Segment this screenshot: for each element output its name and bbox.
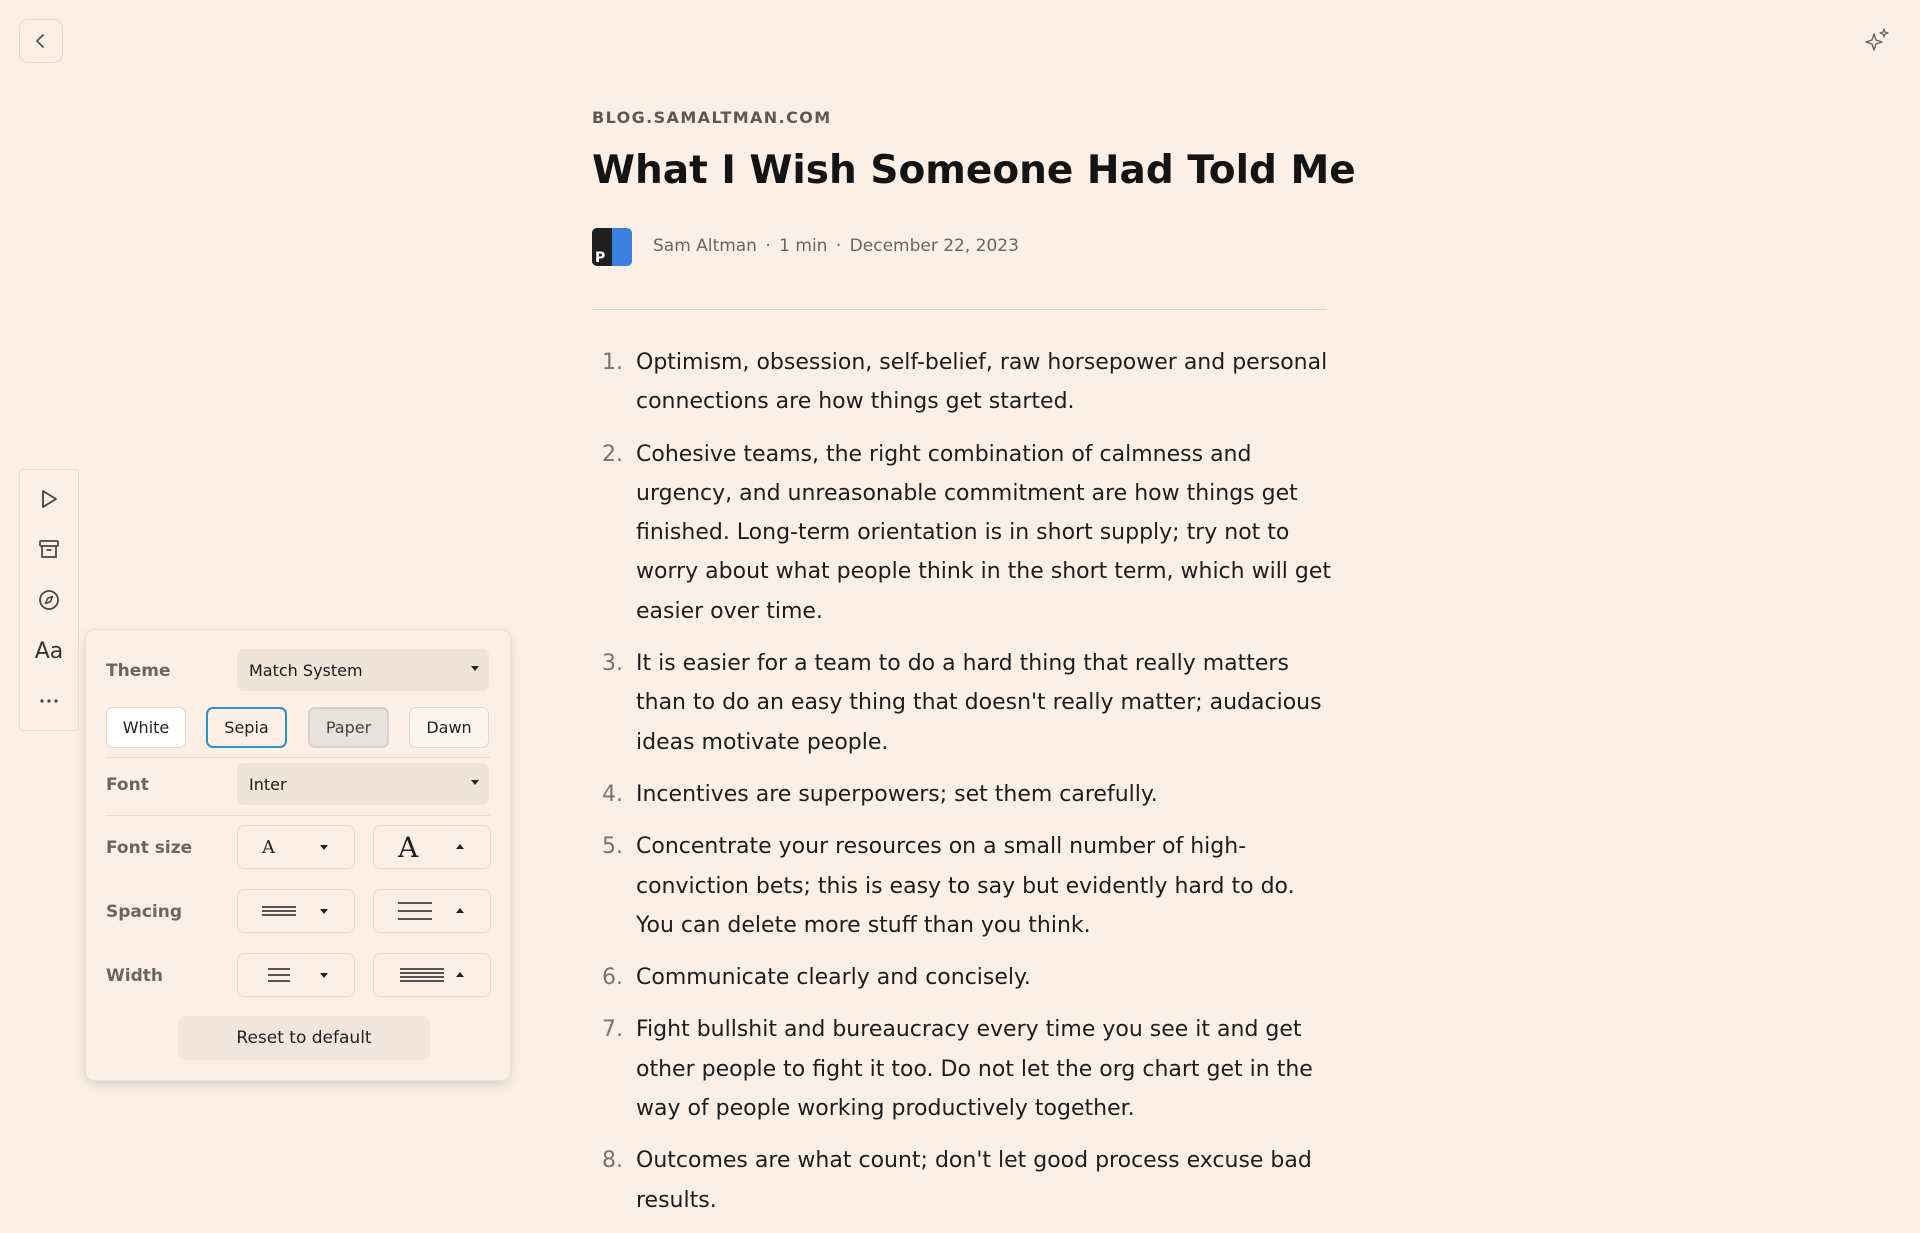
author-avatar: [592, 228, 632, 266]
list-item-text: Cohesive teams, the right combination of calmness and urgency, and unreasonable commitment are how things get finished. Long-term orientation is in short supply; try not to worry about what people think in the short term, which will get easier over time.: [636, 441, 1332, 624]
list-item: [592, 343, 1337, 422]
theme-white-label: White: [122, 718, 170, 737]
theme-paper-label: Paper: [325, 718, 372, 737]
list-number: 4.: [602, 781, 623, 807]
compass-icon: [38, 589, 60, 611]
theme-sepia-button[interactable]: [206, 707, 287, 748]
list-item-text: Outcomes are what count; don't let good process excuse bad results.: [636, 1148, 1312, 1213]
meta-separator: ·: [835, 236, 842, 256]
more-button[interactable]: [34, 686, 64, 716]
chevron-down-icon: [471, 780, 479, 785]
increase-caret-icon: [456, 844, 464, 849]
play-button[interactable]: [34, 484, 64, 514]
list-number: 5.: [602, 834, 623, 860]
read-time: 1 min: [779, 236, 828, 256]
play-icon: [38, 488, 60, 510]
width-label: Width: [106, 966, 163, 986]
list-item-text: Fight bullshit and bureaucracy every time you see it and get other people to fight it too. Do not let the org chart get in the way of people working productively together.: [636, 1017, 1313, 1122]
list-number: 3.: [602, 651, 623, 677]
spacing-decrease-button[interactable]: [237, 889, 355, 933]
article-list: [592, 343, 1337, 1233]
chevron-left-icon: [34, 33, 48, 49]
list-item-text: Optimism, obsession, self-belief, raw horsepower and personal connections are how things get started.: [636, 350, 1328, 415]
font-settings-button[interactable]: [34, 636, 64, 666]
archive-icon: [38, 538, 60, 560]
publisher-logo-icon: [592, 228, 632, 266]
list-item: [592, 435, 1337, 631]
theme-select-value: Match System: [249, 660, 363, 680]
decrease-caret-icon: [320, 973, 328, 978]
list-number: 7.: [602, 1017, 623, 1043]
site-domain[interactable]: BLOG.SAMALTMAN.COM: [592, 108, 832, 127]
list-item: [592, 827, 1337, 945]
chevron-down-icon: [471, 666, 479, 671]
reader-toolbar: [19, 469, 79, 731]
author-name[interactable]: Sam Altman: [653, 236, 757, 256]
spacing-label: Spacing: [106, 902, 183, 922]
article-meta: [653, 236, 1019, 256]
font-size-label: Font size: [106, 838, 193, 858]
increase-caret-icon: [456, 908, 464, 913]
spacing-increase-button[interactable]: [373, 889, 491, 933]
list-item: [592, 958, 1337, 997]
increase-caret-icon: [456, 972, 464, 977]
publish-date: December 22, 2023: [849, 236, 1019, 256]
list-item: [592, 1010, 1337, 1128]
font-settings-icon: Aa: [34, 638, 64, 664]
divider: [106, 757, 490, 758]
theme-select[interactable]: [237, 649, 489, 691]
font-size-increase-button[interactable]: [373, 825, 491, 869]
header-divider: [592, 309, 1327, 310]
narrow-width-icon: [262, 954, 296, 996]
article-title: What I Wish Someone Had Told Me: [592, 148, 1356, 193]
theme-dawn-button[interactable]: [409, 707, 489, 748]
font-label: Font: [106, 775, 149, 795]
sparkle-icon: [1864, 28, 1890, 54]
list-number: 1.: [602, 350, 623, 375]
decrease-caret-icon: [320, 845, 328, 850]
tight-spacing-icon: [262, 890, 296, 932]
theme-dawn-label: Dawn: [426, 718, 472, 737]
font-size-decrease-button[interactable]: [237, 825, 355, 869]
list-item: [592, 775, 1337, 814]
theme-paper-button[interactable]: [308, 707, 389, 748]
large-a-icon: A: [398, 830, 419, 864]
list-number: 6.: [602, 965, 623, 991]
width-decrease-button[interactable]: [237, 953, 355, 997]
list-number: 2.: [602, 441, 623, 467]
reset-label: Reset to default: [236, 1028, 372, 1048]
theme-label: Theme: [106, 661, 171, 681]
font-select-value: Inter: [249, 774, 287, 794]
divider: [106, 815, 490, 816]
list-item-text: It is easier for a team to do a hard thing that really matters than to do an easy thing that doesn't really matter; audacious ideas motivate people.: [636, 651, 1322, 755]
list-item-text: Communicate clearly and concisely.: [636, 965, 1031, 991]
archive-button[interactable]: [34, 534, 64, 564]
theme-sepia-label: Sepia: [224, 718, 269, 737]
list-item: [592, 1141, 1337, 1220]
reset-to-default-button[interactable]: [178, 1016, 430, 1060]
back-button[interactable]: [19, 19, 63, 63]
decrease-caret-icon: [320, 909, 328, 914]
explore-button[interactable]: [34, 585, 64, 615]
more-icon: [38, 690, 60, 712]
list-number: 8.: [602, 1148, 623, 1174]
theme-white-button[interactable]: [106, 707, 186, 748]
list-item-text: Concentrate your resources on a small number of high-conviction bets; this is easy to say but evidently hard to do. You can delete more stuff than you think.: [636, 834, 1295, 938]
reader-settings-panel: [85, 629, 511, 1081]
list-item: [592, 644, 1337, 762]
wide-spacing-icon: [398, 890, 432, 932]
ai-sparkle-button[interactable]: [1864, 28, 1890, 54]
font-select[interactable]: [237, 763, 489, 805]
width-increase-button[interactable]: [373, 953, 491, 997]
list-item-text: Incentives are superpowers; set them carefully.: [636, 781, 1158, 807]
small-a-icon: A: [262, 836, 275, 858]
wide-width-icon: [398, 954, 446, 996]
svg-text:P: P: [595, 250, 606, 266]
meta-separator: ·: [765, 236, 771, 256]
